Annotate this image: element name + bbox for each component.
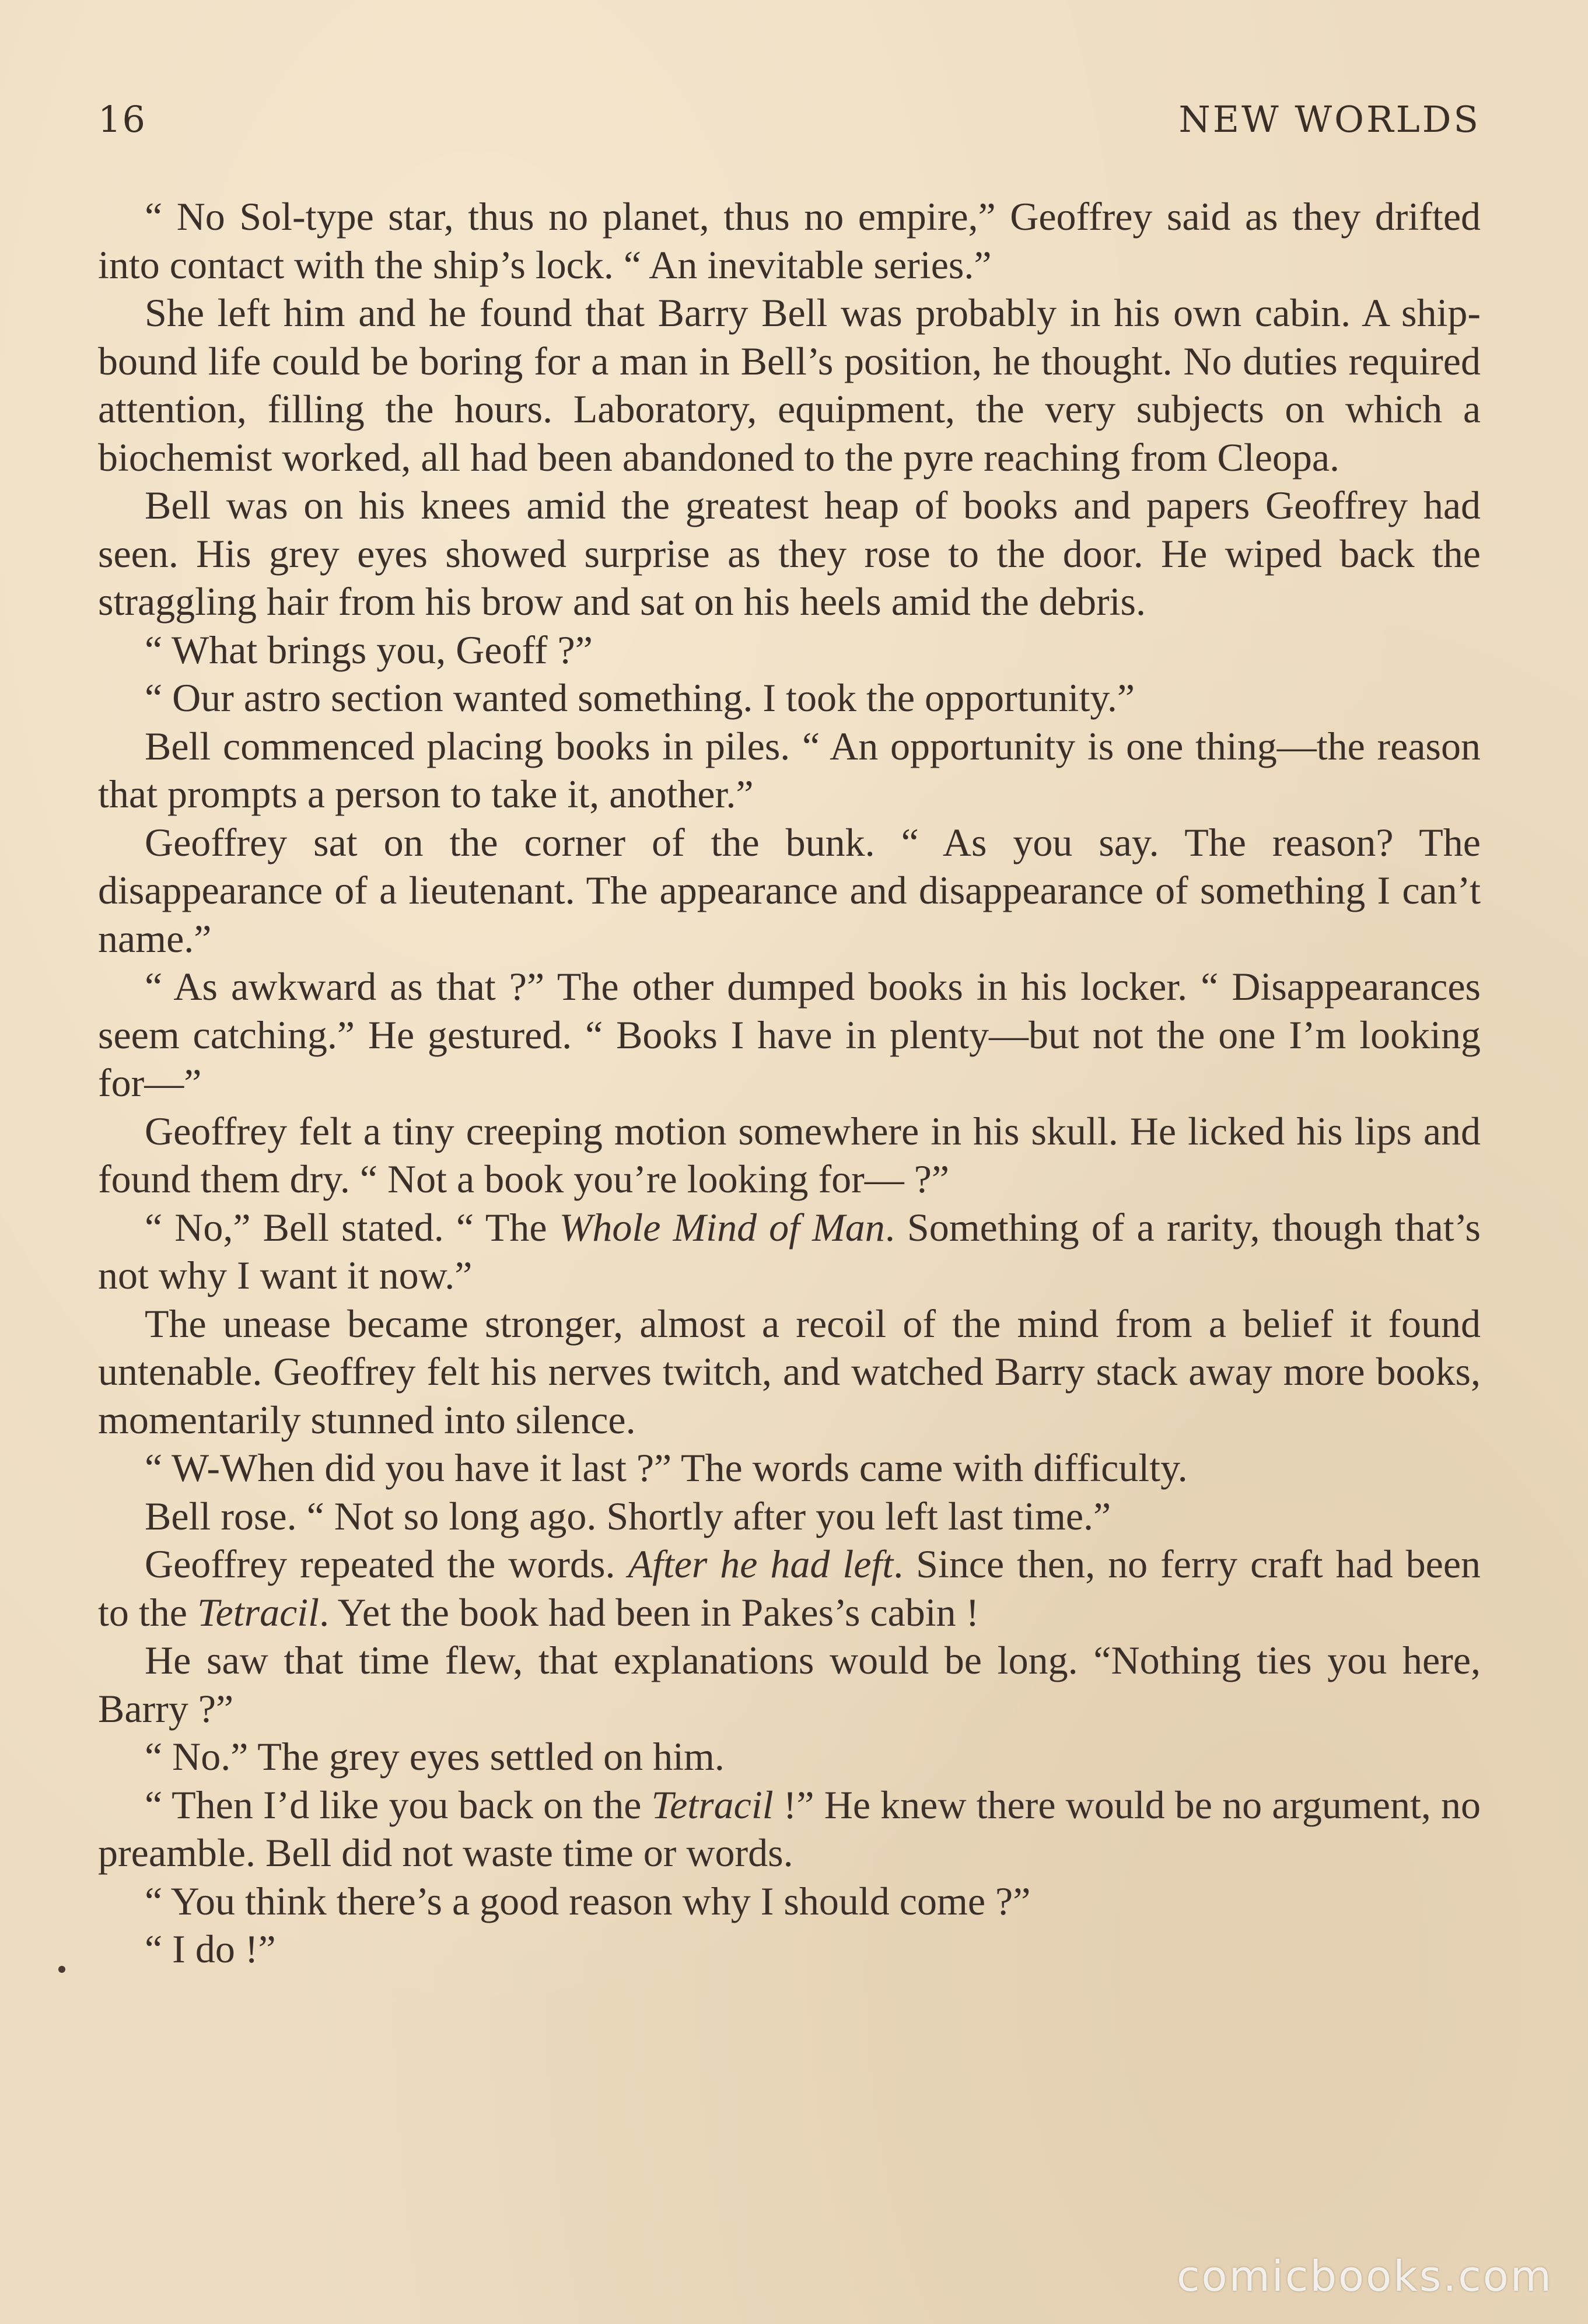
page-number: 16 bbox=[98, 98, 146, 141]
paragraph: The unease became stronger, almost a recoil of the mind from a belief it found untenable. Geoffrey felt his nerves twitch, and watched Barry stack away more books, momentarily stunned into silence. bbox=[98, 1301, 1481, 1442]
paragraph: “ You think there’s a good reason why I should come ?” bbox=[145, 1878, 1031, 1923]
paragraph: “ No,” Bell stated. “ The Whole Mind of Man. Something of a rarity, though that’s not why I want it now.” bbox=[98, 1205, 1481, 1297]
ship-name: Tetracil bbox=[651, 1782, 774, 1827]
paragraph: Geoffrey repeated the words. After he had left. Since then, no ferry craft had been to the Tetracil. Yet the book had been in Pakes’s cabin ! bbox=[98, 1542, 1481, 1634]
paragraph: “ Our astro section wanted something. I took the opportunity.” bbox=[145, 676, 1135, 720]
paragraph: “ As awkward as that ?” The other dumped books in his locker. “ Disappearances seem catching.” He gestured. “ Books I have in plenty—but not the one I’m looking for—” bbox=[98, 964, 1481, 1105]
paragraph: She left him and he found that Barry Bell was probably in his own cabin. A ship-bound life could be boring for a man in Bell’s position, he thought. No duties required attention, filling the hours. Laboratory, equipment, the very subjects on which a biochemist worked, all had been abandoned to the pyre reaching from Cleopa. bbox=[98, 290, 1481, 480]
paragraph: “ What brings you, Geoff ?” bbox=[145, 627, 593, 672]
paragraph: Geoffrey sat on the corner of the bunk. “ As you say. The reason? The disappearance of a lieutenant. The appearance and disappearance of something I can’t name.” bbox=[98, 820, 1481, 961]
emphasis: After he had left bbox=[628, 1542, 894, 1586]
paragraph: Bell was on his knees amid the greatest heap of books and papers Geoffrey had seen. His grey eyes showed surprise as they rose to the door. He wiped back the straggling hair from his brow and sat on his heels amid the debris. bbox=[98, 483, 1481, 624]
paragraph: Geoffrey felt a tiny creeping motion somewhere in his skull. He licked his lips and found them dry. “ Not a book you’re looking for— ?” bbox=[98, 1108, 1481, 1201]
ink-dot bbox=[58, 1966, 65, 1973]
running-head: NEW WORLDS bbox=[1178, 98, 1481, 141]
page-header bbox=[98, 98, 1481, 162]
book-title: Whole Mind of Man bbox=[559, 1205, 885, 1250]
paragraph: Bell commenced placing books in piles. “ An opportunity is one thing—the reason that prompts a person to take it, another.” bbox=[98, 723, 1481, 816]
paragraph: “ Then I’d like you back on the Tetracil !” He knew there would be no argument, no preamble. Bell did not waste time or words. bbox=[98, 1782, 1481, 1875]
paragraph: “ No.” The grey eyes settled on him. bbox=[145, 1734, 725, 1779]
paragraph: He saw that time flew, that explanations would be long. “Nothing ties you here, Barry ?” bbox=[98, 1638, 1481, 1731]
story-text bbox=[98, 192, 1481, 1973]
ship-name: Tetracil bbox=[197, 1590, 320, 1634]
paragraph: “ No Sol-type star, thus no planet, thus no empire,” Geoffrey said as they drifted into contact with the ship’s lock. “ An inevitable series.” bbox=[98, 194, 1481, 287]
paragraph: “ I do !” bbox=[145, 1927, 276, 1971]
watermark: comicbooks.com bbox=[1176, 2252, 1553, 2301]
paragraph: “ W-When did you have it last ?” The words came with difficulty. bbox=[145, 1446, 1188, 1490]
paragraph: Bell rose. “ Not so long ago. Shortly after you left last time.” bbox=[145, 1493, 1111, 1538]
